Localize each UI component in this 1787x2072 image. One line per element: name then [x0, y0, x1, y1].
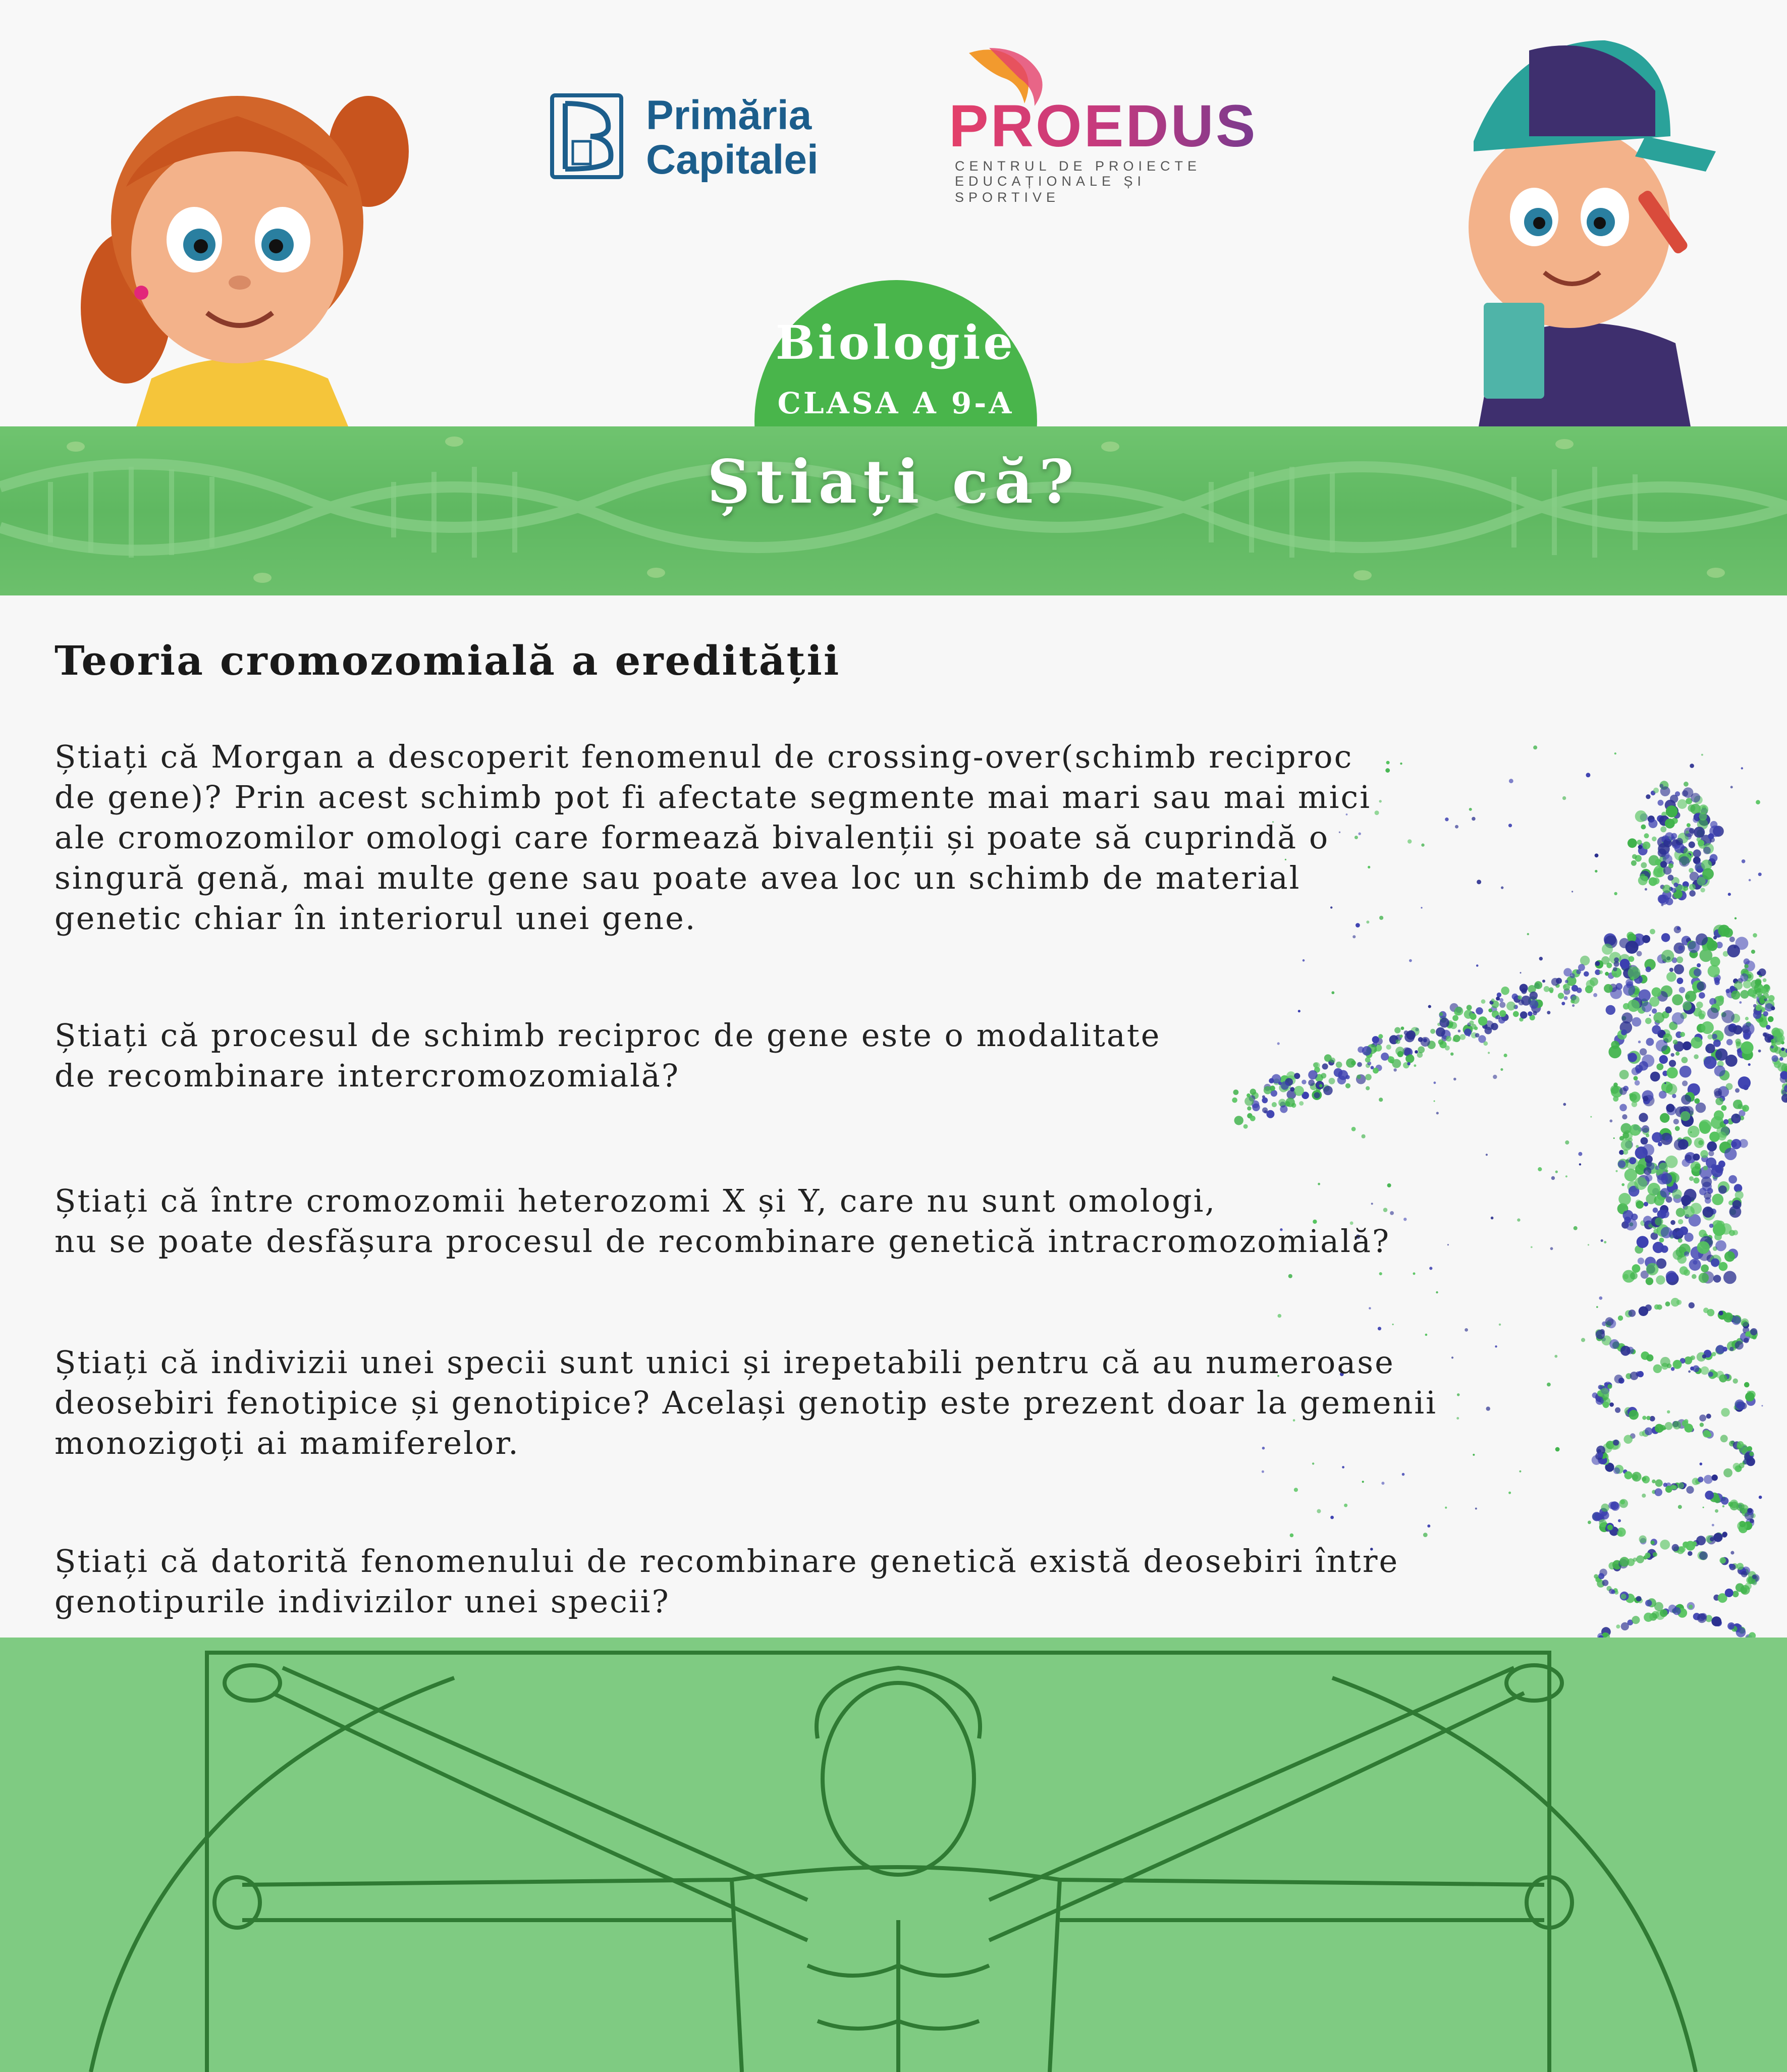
girl-mascot-illustration — [66, 56, 409, 426]
paragraph-4: Știați că indivizii unei specii sunt unici și irepetabili pentru că au numeroase deosebiri fenotipice și genotipice? Același genotip este prezent doar la gemenii monozigoți ai mamiferelor. — [55, 1344, 1437, 1461]
proedus-subtitle-line1: CENTRUL DE PROIECTE — [955, 158, 1202, 174]
primaria-line1: Primăria — [646, 92, 812, 138]
paragraph-1: Știați că Morgan a descoperit fenomenul de crossing-over(schimb reciproc de gene)? Prin acest schimb pot fi afectate segmente mai mari sau mai mici ale cromozomilor omologi care formează bivalenții și poate să cuprindă o singură genă, mai multe gene sau poate avea loc un schimb de material genetic chiar în interiorul unei gene. — [55, 738, 1372, 937]
page-heading: Teoria cromozomială a eredității — [55, 637, 841, 684]
primaria-capitalei-logo — [550, 93, 863, 184]
vitruvian-man-illustration — [0, 1638, 1787, 2072]
boy-mascot-illustration — [1453, 20, 1716, 426]
proedus-name: PROEDUS — [949, 93, 1258, 159]
proedus-logo — [949, 43, 1262, 205]
proedus-subtitle-line2: EDUCAȚIONALE ȘI SPORTIVE — [955, 174, 1146, 205]
paragraph-5: Știați că datorită fenomenului de recombinare genetică există deosebiri între genotipurile indivizilor unei specii? — [55, 1543, 1399, 1620]
banner-title: Știați că? — [707, 447, 1080, 517]
primaria-line2: Capitalei — [646, 137, 819, 183]
primaria-emblem-icon — [550, 93, 623, 179]
paragraph-2: Știați că procesul de schimb reciproc de gene este o modalitate de recombinare intercromozomială? — [55, 1017, 1161, 1094]
vitruvian-man-footer — [0, 1638, 1787, 2072]
subject-title: Biologie — [775, 315, 1016, 370]
paragraph-3: Știați că între cromozomii heterozomi X și Y, care nu sunt omologi, nu se poate desfășura procesul de recombinare genetică intracromozomială? — [55, 1182, 1391, 1260]
subject-class: CLASA A 9-A — [777, 386, 1014, 420]
